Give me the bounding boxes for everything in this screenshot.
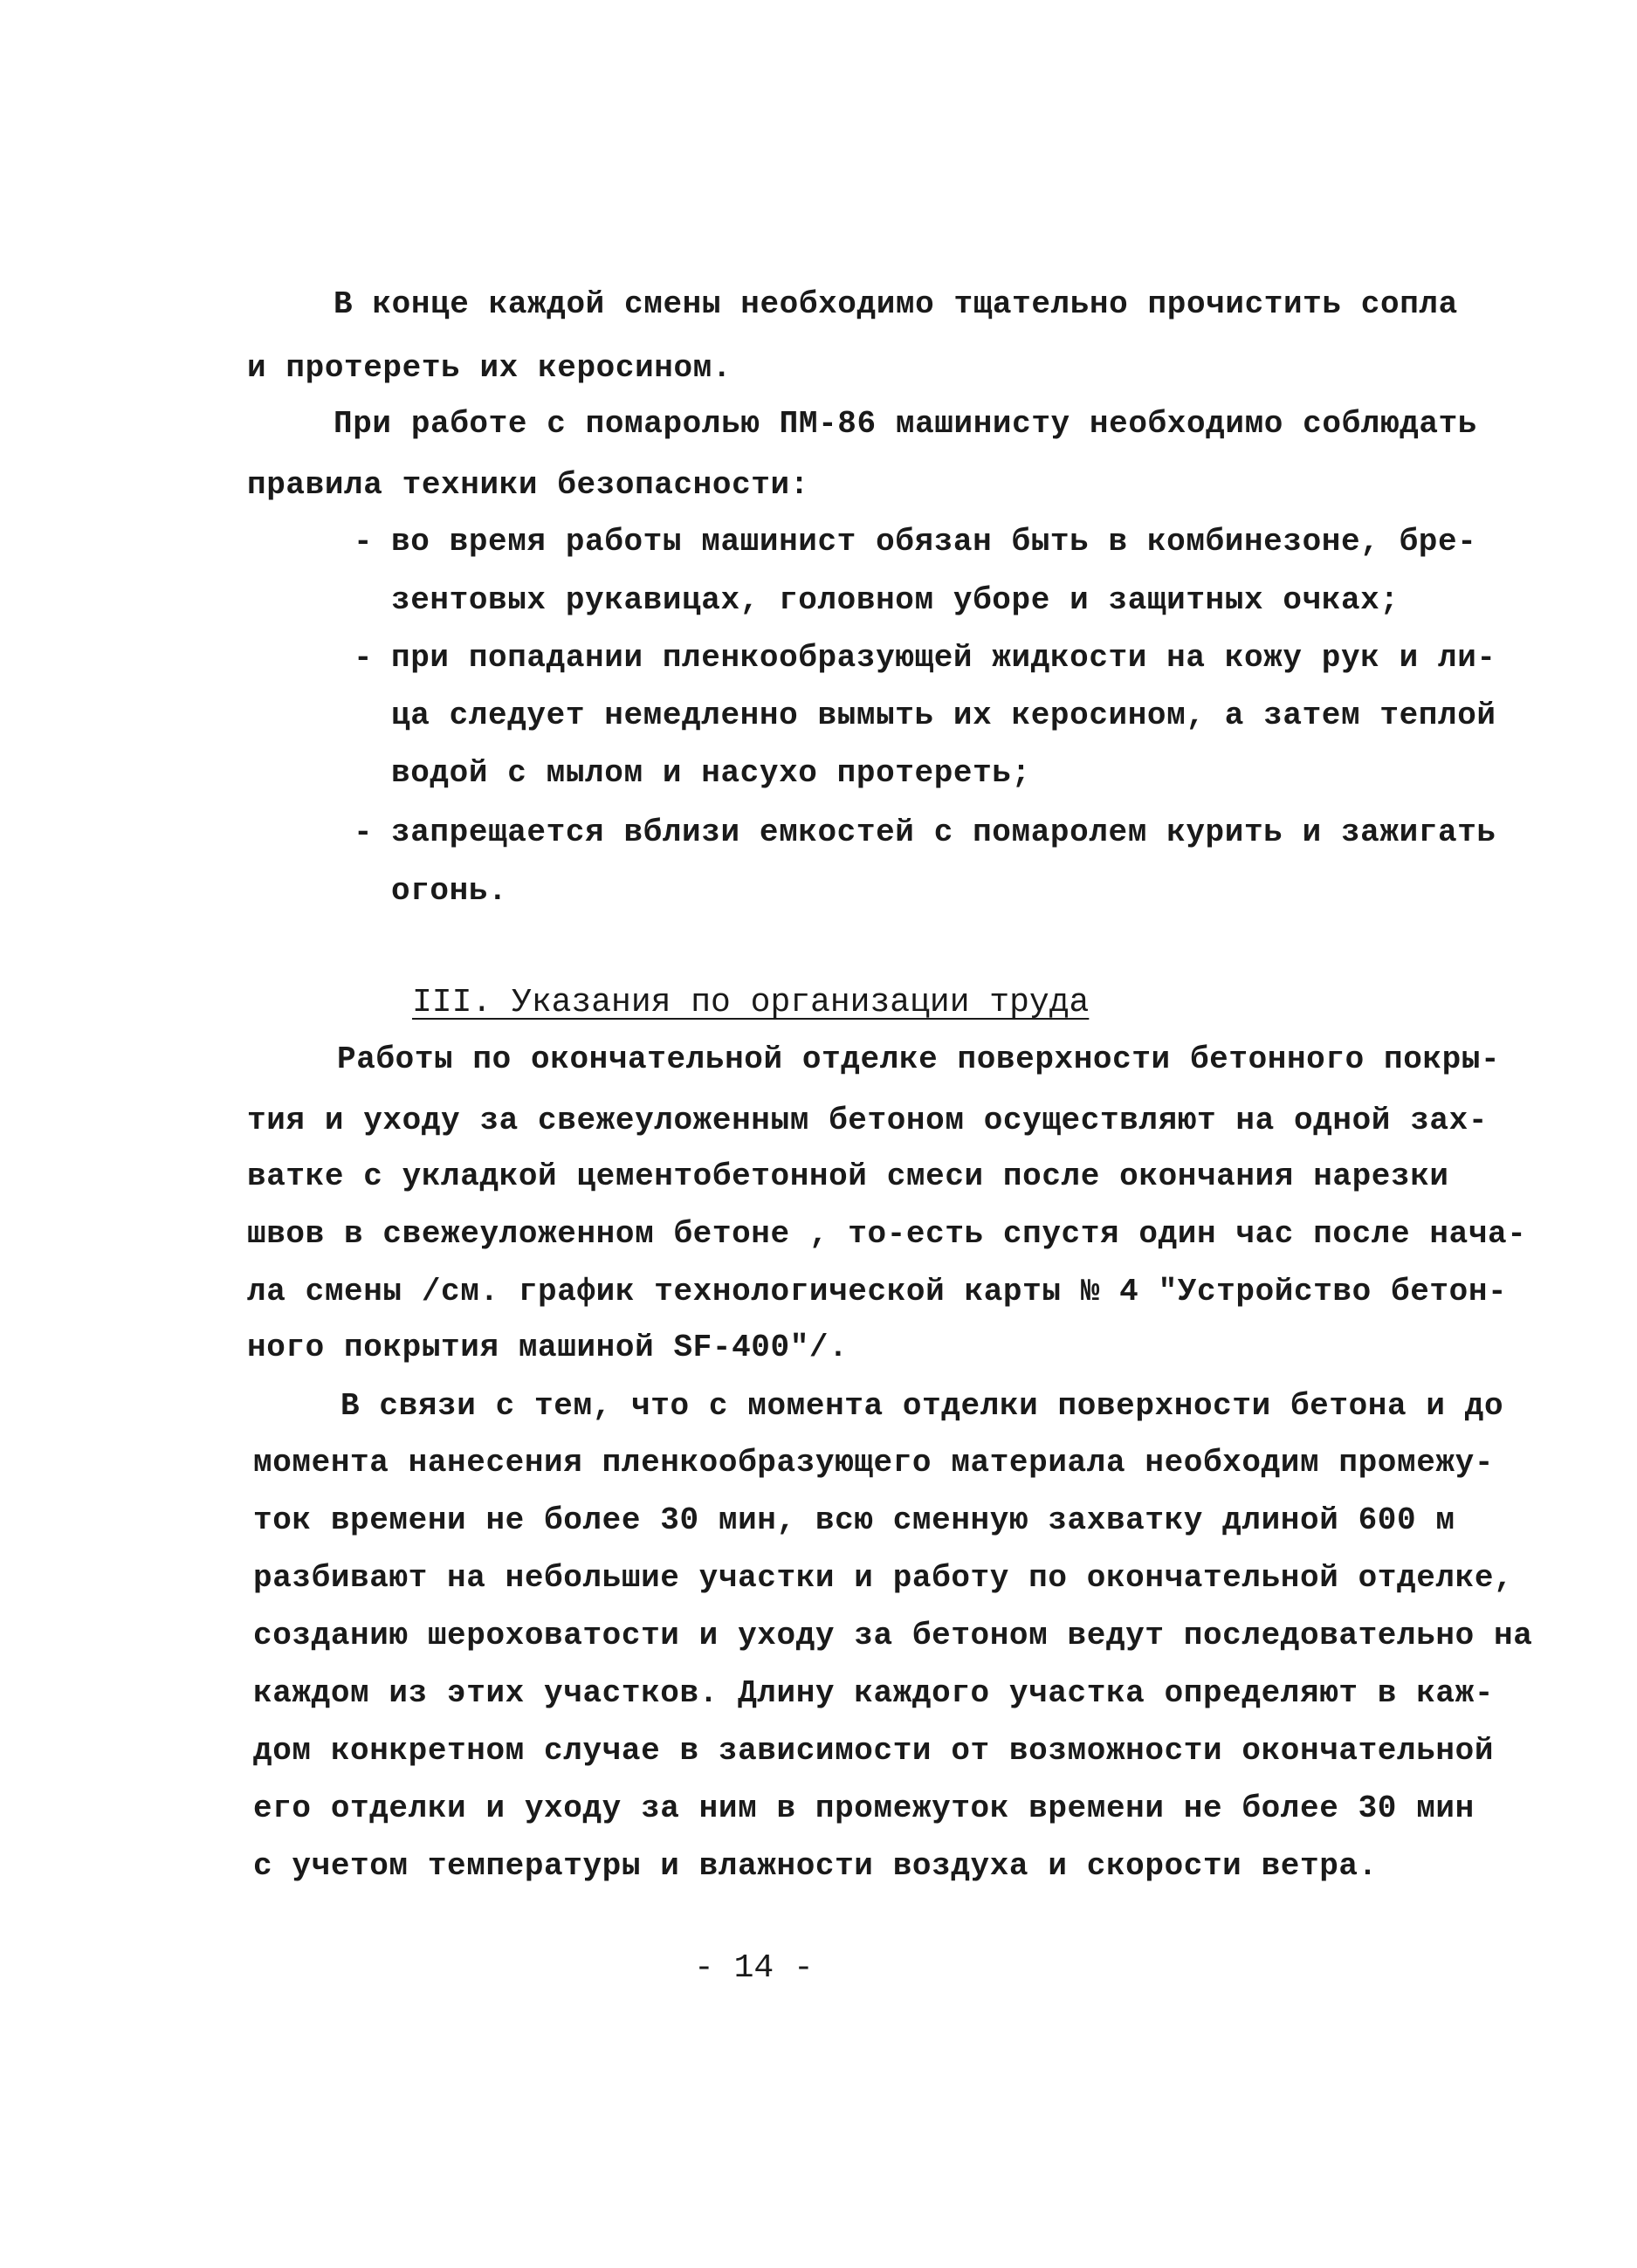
bullet-2-line-2: ца следует немедленно вымыть их керосином, а затем теплой bbox=[391, 698, 1496, 733]
bullet-3-marker: - bbox=[354, 814, 374, 850]
paragraph-3-line-4: швов в свежеуложенном бетоне , то-есть спустя один час после нача- bbox=[247, 1216, 1527, 1252]
bullet-3-line-2: огонь. bbox=[391, 873, 508, 909]
paragraph-1-line-2: и протереть их керосином. bbox=[247, 350, 733, 386]
paragraph-4-line-6: каждом из этих участков. Длину каждого участка определяют в каж- bbox=[253, 1675, 1495, 1711]
paragraph-4-line-1: В связи с тем, что с момента отделки поверхности бетона и до bbox=[340, 1388, 1504, 1424]
paragraph-3-line-5: ла смены /см. график технологической карты № 4 "Устройство бетон- bbox=[247, 1274, 1508, 1309]
bullet-2-line-3: водой с мылом и насухо протереть; bbox=[391, 755, 1031, 791]
paragraph-4-line-9: с учетом температуры и влажности воздуха и скорости ветра. bbox=[253, 1848, 1378, 1884]
paragraph-3-line-6: ного покрытия машиной SF-400"/. bbox=[247, 1330, 849, 1365]
bullet-2-marker: - bbox=[354, 640, 374, 676]
paragraph-1-line-1: В конце каждой смены необходимо тщательно прочистить сопла bbox=[334, 286, 1458, 322]
paragraph-2-line-2: правила техники безопасности: bbox=[247, 467, 809, 503]
page-number: - 14 - bbox=[694, 1949, 814, 1987]
paragraph-4-line-3: ток времени не более 30 мин, всю сменную захватку длиной 600 м bbox=[253, 1502, 1455, 1538]
bullet-2-line-1: при попадании пленкообразующей жидкости на кожу рук и ли- bbox=[391, 640, 1496, 676]
paragraph-4-line-8: его отделки и уходу за ним в промежуток времени не более 30 мин bbox=[253, 1790, 1475, 1826]
bullet-1-line-1: во время работы машинист обязан быть в комбинезоне, бре- bbox=[391, 524, 1477, 560]
paragraph-2-line-1: При работе с помаролью ПМ-86 машинисту необходимо соблюдать bbox=[334, 406, 1478, 442]
paragraph-3-line-2: тия и уходу за свежеуложенным бетоном осуществляют на одной зах- bbox=[247, 1103, 1489, 1138]
section-heading: III. Указания по организации труда bbox=[412, 984, 1090, 1021]
paragraph-4-line-4: разбивают на небольшие участки и работу по окончательной отделке, bbox=[253, 1560, 1514, 1596]
bullet-1-marker: - bbox=[354, 524, 374, 560]
paragraph-4-line-2: момента нанесения пленкообразующего материала необходим промежу- bbox=[253, 1445, 1495, 1481]
paragraph-3-line-3: ватке с укладкой цементобетонной смеси после окончания нарезки bbox=[247, 1158, 1449, 1194]
bullet-1-line-2: зентовых рукавицах, головном уборе и защитных очках; bbox=[391, 582, 1400, 618]
paragraph-3-line-1: Работы по окончательной отделке поверхности бетонного покры- bbox=[337, 1041, 1501, 1077]
paragraph-4-line-5: созданию шероховатости и уходу за бетоном ведут последовательно на bbox=[253, 1618, 1533, 1653]
bullet-3-line-1: запрещается вблизи емкостей с помаролем курить и зажигать bbox=[391, 814, 1496, 850]
paragraph-4-line-7: дом конкретном случае в зависимости от возможности окончательной bbox=[253, 1733, 1495, 1769]
